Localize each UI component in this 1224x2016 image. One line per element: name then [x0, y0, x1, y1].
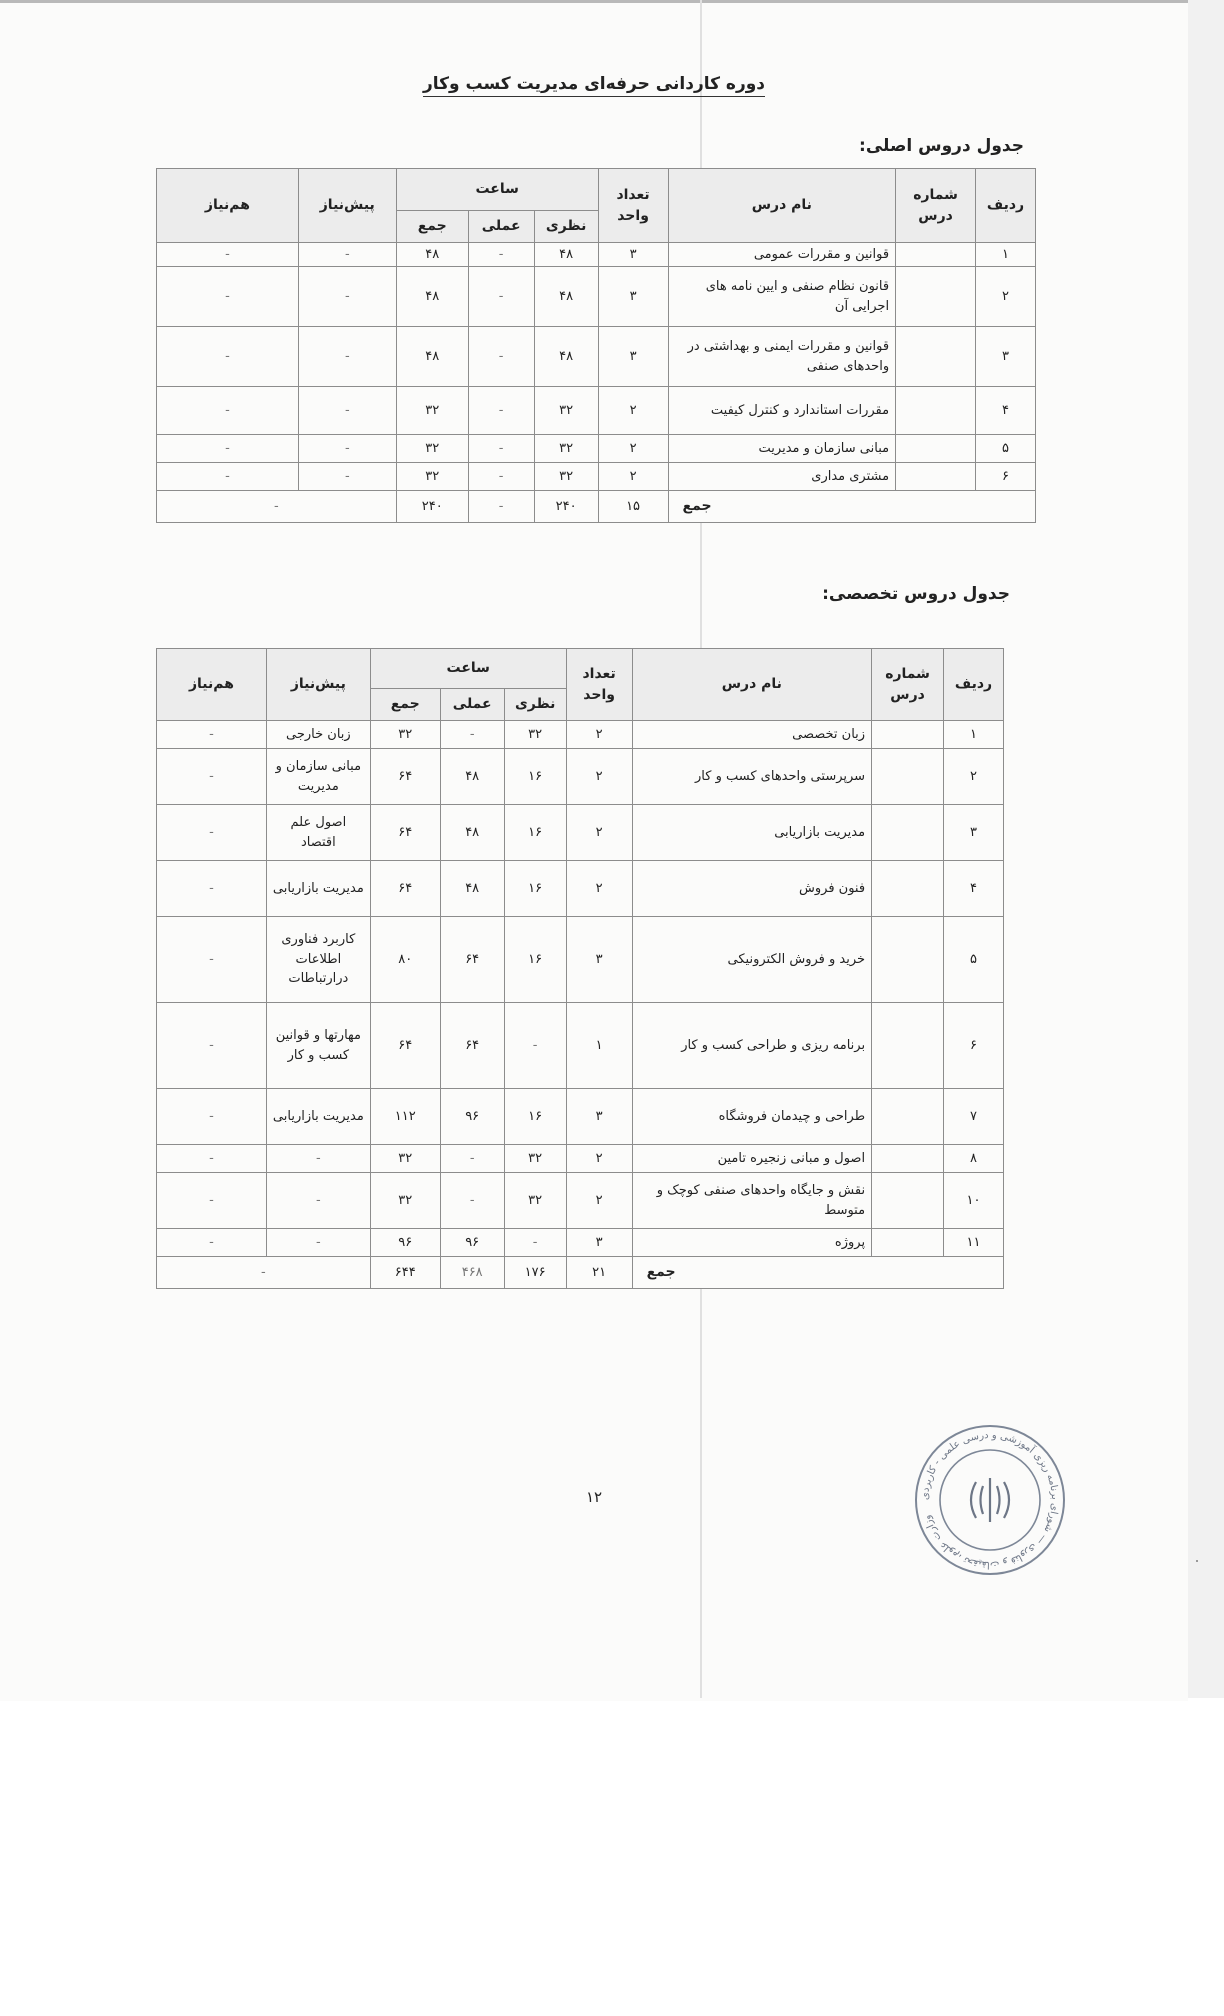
- header-course-no: شماره درس: [896, 169, 976, 243]
- prerequisite: مهارتها و قوانین کسب و کار: [266, 1003, 370, 1089]
- header-units: تعداد واحد: [566, 649, 632, 721]
- row-number: ۴: [944, 861, 1004, 917]
- table-row: [157, 327, 1036, 387]
- header-practical: عملی: [468, 211, 534, 243]
- course-units: ۲: [566, 1145, 632, 1173]
- header-coreq: هم‌نیاز: [157, 169, 299, 243]
- course-units: ۳: [598, 267, 668, 327]
- header-course-name: نام درس: [632, 649, 872, 721]
- special-table-title: جدول دروس تخصصی:: [822, 584, 1010, 604]
- corequisite: -: [157, 435, 299, 463]
- course-name: قانون نظام صنفی و ایین نامه های اجرایی آن: [668, 267, 896, 327]
- theory-hours: ۳۲: [504, 721, 566, 749]
- practical-hours: ۶۴: [440, 1003, 504, 1089]
- prerequisite: مبانی سازمان و مدیریت: [266, 749, 370, 805]
- row-number: ۲: [944, 749, 1004, 805]
- course-units: ۱: [566, 1003, 632, 1089]
- header-row-no: ردیف: [944, 649, 1004, 721]
- course-units: ۲: [566, 721, 632, 749]
- theory-hours: ۱۶: [504, 749, 566, 805]
- practical-hours: ۶۴: [440, 917, 504, 1003]
- course-number: [872, 1173, 944, 1229]
- total-rest: -: [157, 491, 397, 523]
- prerequisite: -: [266, 1229, 370, 1257]
- row-number: ۱: [944, 721, 1004, 749]
- total-hours: ۳۲: [370, 1173, 440, 1229]
- course-name: اصول و مبانی زنجیره تامین: [632, 1145, 872, 1173]
- practical-hours: ۹۶: [440, 1089, 504, 1145]
- corequisite: -: [157, 861, 267, 917]
- header-hours: ساعت: [396, 169, 598, 211]
- theory-hours: -: [504, 1003, 566, 1089]
- total-hours: ۶۴: [370, 805, 440, 861]
- course-name: مشتری مداری: [668, 463, 896, 491]
- corequisite: -: [157, 1229, 267, 1257]
- header-prereq: پیش‌نیاز: [298, 169, 396, 243]
- corequisite: -: [157, 1089, 267, 1145]
- header-prereq: پیش‌نیاز: [266, 649, 370, 721]
- theory-hours: -: [504, 1229, 566, 1257]
- theory-hours: ۱۶: [504, 1089, 566, 1145]
- table-row: [157, 387, 1036, 435]
- table-row: [157, 721, 1004, 749]
- practical-hours: -: [468, 435, 534, 463]
- prerequisite: -: [298, 435, 396, 463]
- theory-hours: ۱۶: [504, 861, 566, 917]
- total-practical: -: [468, 491, 534, 523]
- course-name: فنون فروش: [632, 861, 872, 917]
- course-number: [896, 387, 976, 435]
- theory-hours: ۳۲: [534, 435, 598, 463]
- main-table-title: جدول دروس اصلی:: [859, 136, 1024, 156]
- course-units: ۳: [566, 1229, 632, 1257]
- total-theory: ۱۷۶: [504, 1257, 566, 1289]
- table-row: [157, 805, 1004, 861]
- theory-hours: ۳۲: [534, 463, 598, 491]
- theory-hours: ۳۲: [504, 1173, 566, 1229]
- total-sum: ۲۴۰: [396, 491, 468, 523]
- main-courses-table: [156, 168, 1036, 523]
- table-row: [157, 435, 1036, 463]
- course-name: قوانین و مقررات ایمنی و بهداشتی در واحدهای صنفی: [668, 327, 896, 387]
- course-name: مبانی سازمان و مدیریت: [668, 435, 896, 463]
- course-number: [896, 327, 976, 387]
- theory-hours: ۱۶: [504, 917, 566, 1003]
- table-row: [157, 1003, 1004, 1089]
- header-sum: جمع: [396, 211, 468, 243]
- corequisite: -: [157, 749, 267, 805]
- total-label: جمع: [632, 1257, 1003, 1289]
- corequisite: -: [157, 387, 299, 435]
- practical-hours: ۹۶: [440, 1229, 504, 1257]
- prerequisite: زبان خارجی: [266, 721, 370, 749]
- practical-hours: -: [468, 243, 534, 267]
- corequisite: -: [157, 805, 267, 861]
- header-theory: نظری: [504, 689, 566, 721]
- special-table-body: [157, 721, 1004, 1289]
- course-number: [872, 917, 944, 1003]
- practical-hours: ۴۸: [440, 749, 504, 805]
- header-course-name: نام درس: [668, 169, 896, 243]
- theory-hours: ۴۸: [534, 327, 598, 387]
- course-number: [872, 1089, 944, 1145]
- row-number: ۶: [976, 463, 1036, 491]
- course-units: ۳: [598, 243, 668, 267]
- course-name: خرید و فروش الکترونیکی: [632, 917, 872, 1003]
- course-name: برنامه ریزی و طراحی کسب و کار: [632, 1003, 872, 1089]
- total-hours: ۸۰: [370, 917, 440, 1003]
- ministry-seal: [910, 1420, 1070, 1580]
- course-units: ۲: [566, 1173, 632, 1229]
- course-name: زبان تخصصی: [632, 721, 872, 749]
- table-row: [157, 917, 1004, 1003]
- course-number: [896, 267, 976, 327]
- prerequisite: -: [266, 1173, 370, 1229]
- course-name: قوانین و مقررات عمومی: [668, 243, 896, 267]
- total-hours: ۳۲: [370, 1145, 440, 1173]
- table-row: [157, 749, 1004, 805]
- practical-hours: -: [468, 327, 534, 387]
- main-table-body: [157, 243, 1036, 523]
- prerequisite: مدیریت بازاریابی: [266, 861, 370, 917]
- course-number: [896, 243, 976, 267]
- course-number: [872, 1229, 944, 1257]
- course-number: [872, 1145, 944, 1173]
- table-row: [157, 861, 1004, 917]
- header-row-no: ردیف: [976, 169, 1036, 243]
- theory-hours: ۳۲: [504, 1145, 566, 1173]
- total-hours: ۴۸: [396, 243, 468, 267]
- course-name: نقش و جایگاه واحدهای صنفی کوچک و متوسط: [632, 1173, 872, 1229]
- total-hours: ۴۸: [396, 267, 468, 327]
- total-sum: ۶۴۴: [370, 1257, 440, 1289]
- header-units: تعداد واحد: [598, 169, 668, 243]
- prerequisite: اصول علم اقتصاد: [266, 805, 370, 861]
- corequisite: -: [157, 1173, 267, 1229]
- practical-hours: -: [468, 463, 534, 491]
- total-theory: ۲۴۰: [534, 491, 598, 523]
- header-hours: ساعت: [370, 649, 566, 689]
- total-label: جمع: [668, 491, 1035, 523]
- row-number: ۸: [944, 1145, 1004, 1173]
- row-number: ۶: [944, 1003, 1004, 1089]
- corequisite: -: [157, 243, 299, 267]
- seal-text: وزارت علوم، تحقیقات و فناوری — شورای برنامه ریزی آموزشی و درسی علمی - کاربردی: [919, 1429, 1061, 1571]
- corequisite: -: [157, 463, 299, 491]
- header-practical: عملی: [440, 689, 504, 721]
- corequisite: -: [157, 1145, 267, 1173]
- practical-hours: -: [440, 1145, 504, 1173]
- header-sum: جمع: [370, 689, 440, 721]
- course-number: [872, 805, 944, 861]
- scan-speck: [1196, 1560, 1198, 1562]
- table-row: [157, 1089, 1004, 1145]
- prerequisite: -: [298, 327, 396, 387]
- practical-hours: -: [440, 721, 504, 749]
- course-units: ۲: [598, 387, 668, 435]
- course-units: ۳: [566, 917, 632, 1003]
- corequisite: -: [157, 267, 299, 327]
- theory-hours: ۱۶: [504, 805, 566, 861]
- course-number: [872, 1003, 944, 1089]
- table-row: [157, 243, 1036, 267]
- course-units: ۳: [598, 327, 668, 387]
- total-hours: ۶۴: [370, 1003, 440, 1089]
- total-hours: ۶۴: [370, 861, 440, 917]
- row-number: ۲: [976, 267, 1036, 327]
- total-row: [157, 491, 1036, 523]
- row-number: ۵: [976, 435, 1036, 463]
- emblem-icon: [971, 1478, 1009, 1522]
- header-theory: نظری: [534, 211, 598, 243]
- course-name: مدیریت بازاریابی: [632, 805, 872, 861]
- total-units: ۱۵: [598, 491, 668, 523]
- row-number: ۱۱: [944, 1229, 1004, 1257]
- table-row: [157, 267, 1036, 327]
- total-hours: ۳۲: [396, 387, 468, 435]
- table-row: [157, 1145, 1004, 1173]
- practical-hours: ۴۸: [440, 861, 504, 917]
- header-coreq: هم‌نیاز: [157, 649, 267, 721]
- corequisite: -: [157, 1003, 267, 1089]
- total-hours: ۳۲: [396, 463, 468, 491]
- corequisite: -: [157, 721, 267, 749]
- total-units: ۲۱: [566, 1257, 632, 1289]
- special-courses-table: [156, 648, 1004, 1289]
- page-number: ۱۲: [585, 1488, 603, 1506]
- table-row: [157, 1173, 1004, 1229]
- course-number: [896, 435, 976, 463]
- header-course-no: شماره درس: [872, 649, 944, 721]
- course-units: ۲: [598, 435, 668, 463]
- course-units: ۲: [566, 805, 632, 861]
- prerequisite: -: [298, 387, 396, 435]
- practical-hours: -: [468, 267, 534, 327]
- row-number: ۴: [976, 387, 1036, 435]
- theory-hours: ۴۸: [534, 267, 598, 327]
- course-number: [872, 861, 944, 917]
- total-rest: -: [157, 1257, 371, 1289]
- total-hours: ۶۴: [370, 749, 440, 805]
- row-number: ۱: [976, 243, 1036, 267]
- practical-hours: ۴۸: [440, 805, 504, 861]
- practical-hours: -: [440, 1173, 504, 1229]
- course-name: مقررات استاندارد و کنترل کیفیت: [668, 387, 896, 435]
- course-number: [872, 749, 944, 805]
- row-number: ۷: [944, 1089, 1004, 1145]
- prerequisite: -: [266, 1145, 370, 1173]
- prerequisite: مدیریت بازاریابی: [266, 1089, 370, 1145]
- course-number: [896, 463, 976, 491]
- course-units: ۲: [566, 861, 632, 917]
- practical-hours: -: [468, 387, 534, 435]
- document-title: دوره کاردانی حرفه‌ای مدیریت کسب وکار: [0, 74, 1188, 94]
- course-name: پروژه: [632, 1229, 872, 1257]
- total-practical: ۴۶۸: [440, 1257, 504, 1289]
- prerequisite: -: [298, 267, 396, 327]
- theory-hours: ۴۸: [534, 243, 598, 267]
- table-row: [157, 463, 1036, 491]
- theory-hours: ۳۲: [534, 387, 598, 435]
- course-name: سرپرستی واحدهای کسب و کار: [632, 749, 872, 805]
- total-hours: ۳۲: [396, 435, 468, 463]
- prerequisite: -: [298, 463, 396, 491]
- total-row: [157, 1257, 1004, 1289]
- total-hours: ۹۶: [370, 1229, 440, 1257]
- total-hours: ۱۱۲: [370, 1089, 440, 1145]
- total-hours: ۳۲: [370, 721, 440, 749]
- prerequisite: -: [298, 243, 396, 267]
- row-number: ۵: [944, 917, 1004, 1003]
- prerequisite: کاربرد فناوری اطلاعات درارتباطات: [266, 917, 370, 1003]
- table-row: [157, 1229, 1004, 1257]
- course-units: ۲: [598, 463, 668, 491]
- row-number: ۳: [944, 805, 1004, 861]
- course-name: طراحی و چیدمان فروشگاه: [632, 1089, 872, 1145]
- scan-right-margin: [1188, 0, 1224, 1698]
- corequisite: -: [157, 327, 299, 387]
- row-number: ۳: [976, 327, 1036, 387]
- corequisite: -: [157, 917, 267, 1003]
- course-number: [872, 721, 944, 749]
- course-units: ۲: [566, 749, 632, 805]
- row-number: ۱۰: [944, 1173, 1004, 1229]
- course-units: ۳: [566, 1089, 632, 1145]
- total-hours: ۴۸: [396, 327, 468, 387]
